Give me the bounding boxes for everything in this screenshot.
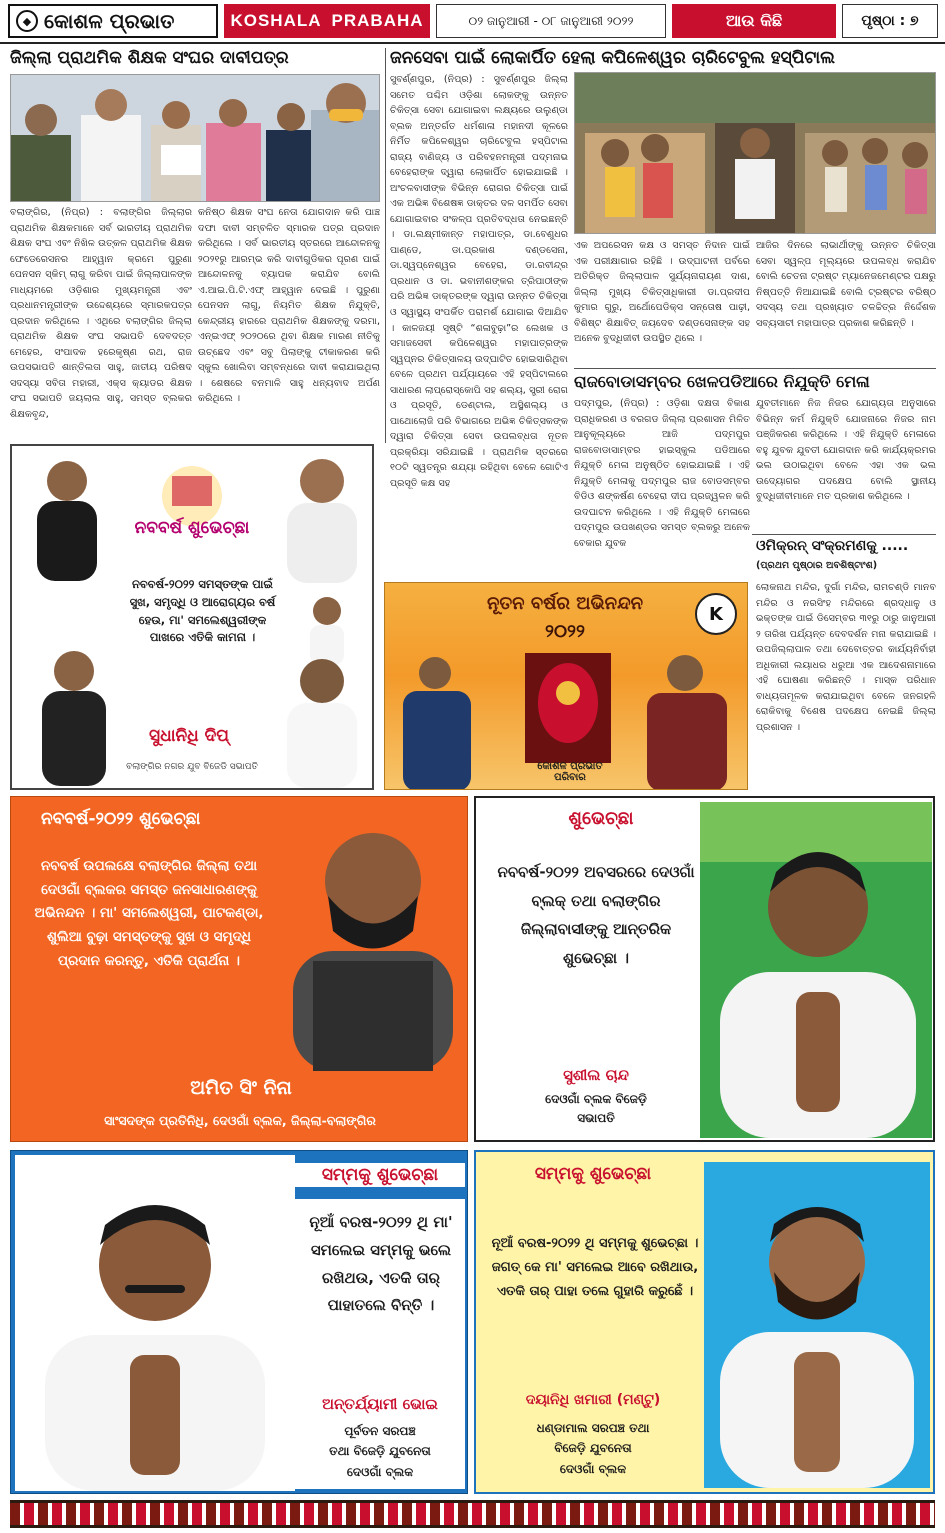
article2-column1: ସୁବର୍ଣ୍ଣପୁର, (ନିପ୍ର) : ସୁବର୍ଣ୍ଣପୁର ଜିଲ୍ଲା ସମେତ ପଶ୍ଚିମ ଓଡ଼ିଶା ଲୋକଙ୍କୁ ଉନ୍ନତ ଚିକିତ୍ସା ସେବା ଯୋଗାଇବା ଲକ୍ଷ୍ୟରେ ଉଲୁଣ୍ଡା ବ୍ଲକ ଅନ୍ତର୍ଗତ ଧର୍ମଶାଳା ମହାନଦୀ କୂଳରେ ନିର୍ମିତ କପିଳେଶ୍ୱର ଚାରିଟେବୁଲ ହସ୍ପିଟାଲ ରାଜ୍ୟ ବାଣିଜ୍ୟ ଓ ପରିବହନମନ୍ତ୍ରୀ ପଦ୍ମନାଭ ବେହେରାଙ୍କ ଦ୍ୱାରା ଲୋକାର୍ପିତ ହୋଇଯାଇଛି । ଅଂଚଳବାସୀଙ୍କ ବିଭିନ୍ନ ରୋଗର ଚିକିତ୍ସା ପାଇଁ ଏକ ଅଭିଜ୍ଞ ବିଶେଷଜ୍ଞ ଡାକ୍ତର ଦଳ ସମର୍ପିତ ସେବା ଯୋଗାଇବାର ସଂକଳ୍ପ ପ୍ରତିବଦ୍ଧତା ନେଇଛନ୍ତି । ଡା.ଲକ୍ଷ୍ମୀକାନ୍ତ ମହାପାତ୍ର, ଡା.ବେଣୁଧର ପାଣ୍ଡେ, ଡା.ପ୍ରକାଶ ଦଣ୍ଡସେନା, ଡା.ସ୍ୱପ୍ନେଶ୍ୱର ବେହେରା, ଡା.ରବୀନ୍ଦ୍ର ପ୍ରଧାନ ଓ ଡା. ଭବାନୀଶଙ୍କର ତ୍ରିପାଠୀଙ୍କ ପରି ଅଭିଜ୍ଞ ଡାକ୍ତରଙ୍କ ଦ୍ୱାରା ଉନ୍ନତ ଚିକିତ୍ସା ଓ ସ୍ୱାସ୍ଥ୍ୟ ସଂପର୍କିତ ପରାମର୍ଶ ଯୋଗାଇ ଦିଆଯିବ । କାଳଜୟୀ ସୃଷ୍ଟି “ଶଳାବୁଢ଼ା”ର ଲେଖକ ଓ ସମାଜସେବୀ କପିଳେଶ୍ୱର ମହାପାତ୍ରଙ୍କ ସ୍ୱପ୍ନର ଚିକିତ୍ସାଳୟ ଉଦ୍‌ଘାଟିତ ହୋଇସାରିଥିବା ବେଳେ ପ୍ରଥମ ପର୍ଯ୍ୟାୟରେ ଏହି ହସ୍ପିଟାଲରେ ସାଧାରଣ ଲାପ୍ରୋସ୍କୋପି ସହ ଶଲ୍ୟ, ସ୍ତ୍ରୀ ରୋଗ ଓ ପ୍ରସୂତି, ଡେଣ୍ଟାଲ, ଅସ୍ଥିଶଲ୍ୟ ଓ ପାଥୋଲୋଜି ପରି ବିଭାଗରେ ଅଭିଜ୍ଞ ଚିକିତ୍ସକଙ୍କ ଦ୍ୱାରା ଚିକିତ୍ସା ସେବା ଉପଲବ୍ଧତା ନୂତନ ପ୍ରକ୍ରିୟା ସରିଯାଇଛି । ପ୍ରାଥମିକ ସ୍ତରରେ ୧୦ଟି ସ୍ୱତନ୍ତ୍ର ଶଯ୍ୟା ରହିଥିବା ବେଳେ ଗୋଟିଏ ପ୍ରସୂତି କକ୍ଷ ସହ [390, 74, 568, 489]
amit-greeting-ad [10, 796, 468, 1142]
dayanidhi-ad-message: ନୂଆଁ ବରଷ-୨୦୨୨ ଥି ସମ୍ମକୁ ଶୁଭେଚ୍ଛା । ଜଗତ୍ କେ ମା' ସମଲେଇ ଆବେ ରଖିଥାଉ, ଏତକି ତାର୍ ପାହା ତଲେ ଗୁହାରି କରୁଛେଁ । [491, 1236, 699, 1300]
dayanidhi-name: ଦୟାନିଧି ଖମାରୀ (ମଣ୍ଟୁ) [525, 1392, 661, 1408]
article1-photo [10, 74, 380, 202]
antaryami-ad-title: ସମ୍ମକୁ ଶୁଭେଚ୍ଛା [295, 1163, 465, 1187]
newspaper-logo-icon: ◆ [16, 10, 38, 32]
amit-name: ଅମିତ ସିଂ ନିନା [190, 1077, 292, 1099]
issue-date: ୦୨ ଜାନୁଆରୀ - ୦୮ ଜାନୁଆରୀ ୨୦୨୨ [436, 4, 666, 38]
article2-column3: ଆଜିର ଦିନରେ ଲାଭାର୍ଥୀଙ୍କୁ ଉନ୍ନତ ଚିକିତ୍ସା ସେବା ସ୍ୱଳ୍ପ ମୂଲ୍ୟରେ ଉପଲବ୍ଧ କରାଯିବ ବୋଲି ଚେତନା ଟ୍ରଷ୍ଟ ମ୍ୟାନେଜମେଣ୍ଟର ପକ୍ଷରୁ ନିଷ୍ପତ୍ତି ନିଆଯାଇଛି ବୋଲି ଟ୍ରଷ୍ଟର ବରିଷ୍ଠ ସଦସ୍ୟ ତଥା ପ୍ରଖ୍ୟାତ ଚଳଚ୍ଚିତ୍ର ନିର୍ଦ୍ଦେଶକ ସବ୍ୟସାଚୀ ମହାପାତ୍ର ପ୍ରକାଶ କରିଛନ୍ତି । [756, 240, 936, 329]
koshala-ad-title: ନୂତନ ବର୍ଷର ଅଭିନନ୍ଦନ [486, 593, 644, 614]
article3-column2: ଯୁବତୀମାନେ ନିଜ ନିଜର ଯୋଗ୍ୟତା ଅନୁସାରେ ବିଭିନ୍ନ କର୍ମ ନିଯୁକ୍ତି ଯୋଜନାରେ ନିଜର ନାମ ପଞ୍ଜିକରଣ କରିଥିଲେ । ଏହି ନିଯୁକ୍ତି ମେଳାରେ ବହୁ ଯୁବକ ଯୁବତୀ ଯୋଗଦାନ କରି କାର୍ଯ୍ୟକ୍ରମର ଭଲ ଉଠାଇଥିବା ବେଳେ ଏହା ଏକ ଭଲ ଉଦ୍ୟୋଗର ପଦକ୍ଷେପ ବୋଲି ସ୍ଥାନୀୟ ବୁଦ୍ଧିଜୀବୀମାନେ ମତ ପ୍ରକାଶ କରିଥିଲେ । [756, 398, 936, 503]
section-title: ଆଉ କିଛି [672, 4, 836, 38]
koshala-ad-signature: କୋଶଳ ପ୍ରଭାତ ପରିବାର [537, 761, 603, 783]
koshala-ad-year: ୨୦୨୨ [545, 621, 585, 642]
sushil-designation: ଦେଓଗାଁ ବ୍ଲକ ବିଜେଡ଼ି ସଭାପତି [545, 1092, 647, 1126]
sudhanidhi-designation: ବଲାଙ୍ଗିର ନଗର ଯୁବ ବିଜେଡି ସଭାପତି [126, 762, 258, 772]
article3-column1: ପଦ୍ମପୁର, (ନିପ୍ର) : ଓଡ଼ିଶା ଦକ୍ଷତା ବିକାଶ ପ୍ରାଧିକରଣ ଓ ବରଗଡ ଜିଲ୍ଲା ପ୍ରଶାସନ ମିଳିତ ଆନୁକୂଲ୍ୟରେ ଆଜି ପଦ୍ମପୁର ରାଜବୋଡାସାମ୍ବର ହାଇସ୍କୁଲ ପଡିଆରେ ନିଯୁକ୍ତି ମେଳା ଅନୁଷ୍ଠିତ ହୋଇଯାଇଛି । ଏହି ନିଯୁକ୍ତି ମେଳାକୁ ପଦ୍ମପୁର ରାଜ ବୋଡସମ୍ବର ବିଡିଓ ଶଙ୍କର୍ଷଣ ବେହେରା ଦୀପ ପ୍ରଜ୍ୱଳନ କରି ଉଦଘାଟନ କରିଥିଲେ । ଏହି ନିଯୁକ୍ତି ମେଳାରେ ପଦ୍ମପୁର ଉପଖଣ୍ଡର ସମସ୍ତ ବ୍ଲକରୁ ଅନେକ ବେକାର ଯୁବକ [574, 398, 750, 549]
antaryami-designation: ପୂର୍ବତନ ସରପଞ୍ଚ ତଥା ବିଜେଡ଼ି ଯୁବନେତା ଦେଓଗାଁ ବ୍ଲକ [329, 1424, 431, 1479]
sudhanidhi-ad-message: ନବବର୍ଷ-୨୦୨୨ ସମସ୍ତଙ୍କ ପାଇଁ ସୁଖ, ସମୃଦ୍ଧି ଓ ଆରୋଗ୍ୟର ବର୍ଷ ହେଉ, ମା' ସମଲେଶ୍ୱରୀଙ୍କ ପାଖରେ ଏତିକି କାମନା । [129, 577, 276, 645]
dayanidhi-designation: ଧଣ୍ଡାମାଲ ସରପଞ୍ଚ ତଥା ବିଜେଡ଼ି ଯୁବନେତା ଦେଓଗାଁ ବ୍ଲକ [536, 1421, 650, 1476]
paper-name-english: KOSHALA PRABAHA [224, 4, 430, 38]
masthead-logo [8, 4, 218, 38]
antaryami-portrait [15, 1155, 295, 1491]
section-divider [574, 368, 936, 369]
page-number: ପୃଷ୍ଠା : ୭ [842, 4, 938, 38]
article2-headline: ଜନସେବା ପାଇଁ ଲୋକାର୍ପିତ ହେଲା କପିଳେଶ୍ୱର ଚାରିଟେବୁଲ ହସ୍ପିଟାଲ [390, 48, 835, 68]
dayanidhi-greeting-ad [474, 1150, 935, 1494]
dayanidhi-ad-title: ସମ୍ମକୁ ଶୁଭେଚ୍ଛା [534, 1164, 652, 1184]
article2-column2: ଏକ ଅପରେସନ କକ୍ଷ ଓ ସମସ୍ତ ନିଦାନ ପାଇଁ ଏକ ପରୀକ୍ଷାଗାର ରହିଛି । ଉଦ୍‌ଘାଟନୀ ପର୍ବରେ ଅତିରିକ୍ତ ଜିଲ୍ଲାପାଳ ସୁର୍ଯ୍ୟନାରାୟଣ ଦାଶ, ଜିଲ୍ଲା ମୁଖ୍ୟ ଚିକିତ୍ସାଧିକାରୀ ଡା.ପ୍ରଦୀପ କୁମାର ଗୁରୁ, ଅର୍ଥୋପେଡିକ୍ସ ସନ୍ତୋଷ ପାଢ଼ୀ, ବିଶିଷ୍ଟ ଶିକ୍ଷାବିତ୍ ଜୟଦେବ ଦଣ୍ଡସେନାଙ୍କ ସହ ଅନେକ ବୁଦ୍ଧିଜୀବୀ ଉପସ୍ଥିତ ଥିଲେ । [574, 240, 750, 345]
sudhanidhi-greeting-ad [10, 444, 374, 790]
sushil-ad-title: ଶୁଭେଚ୍ଛା [568, 808, 634, 829]
article1-headline: ଜିଲ୍ଲା ପ୍ରାଥମିକ ଶିକ୍ଷକ ସଂଘର ଦାବୀପତ୍ର [10, 48, 289, 68]
koshala-newyear-ad [384, 582, 748, 790]
section-divider [752, 534, 936, 535]
decorative-border [10, 1500, 935, 1528]
article4-headline: ଓମିକ୍ରନ୍ ସଂକ୍ରମଣକୁ ..... [756, 538, 909, 554]
sushil-greeting-ad [474, 796, 935, 1142]
koshala-logo-icon: K [695, 593, 737, 635]
article4-body: ଲୋକନାଥ ମନ୍ଦିର, ଦୁର୍ଗା ମନ୍ଦିର, ରାମଚଣ୍ଡି ମାନବ ମନ୍ଦିର ଓ ନରସିଂହ ମନ୍ଦିରରେ ଶ୍ରଦ୍ଧାଳୁ ଓ ଭକ୍ତଙ୍କ ପାଇଁ ଡିସେମ୍ବର ୩୧ରୁ ଠାରୁ ଜାନୁଆରୀ ୨ ତାରିଖ ପର୍ଯ୍ୟନ୍ତ ଦେବଦର୍ଶନ ମନା କରାଯାଇଛି । ଉପଜିଲ୍ଲାପାଳ ତଥା ଦେବୋତ୍ତର କାର୍ଯ୍ୟନିର୍ବାହୀ ଅଧିକାରୀ ଲୟାଧର ଧରୁଆ ଏକ ଆଦେଶନାମାରେ ଏହି ଘୋଷଣା କରିଛନ୍ତି । ମାସ୍କ ପରିଧାନ ବାଧ୍ୟତାମୂଳକ କରାଯାଇଥିବା ବେଳେ ଜନଗହଳି ରୋକିବାକୁ ବିଶେଷ ପଦକ୍ଷେପ ନେଇଛି ଜିଲ୍ଲା ପ୍ରଶାସନ । [756, 582, 936, 733]
memorandum-photo [11, 75, 380, 202]
amit-designation: ସାଂସଦଙ୍କ ପ୍ରତିନିଧି, ଦେଓଗାଁ ବ୍ଲକ, ଜିଲ୍ଲା-ବଲାଙ୍ଗିର [104, 1113, 376, 1128]
amit-ad-message: ନବବର୍ଷ ଉପଲକ୍ଷେ ବଲାଙ୍ଗିର ଜିଲ୍ଲା ତଥା ଦେଓଗାଁ ବ୍ଲକର ସମସ୍ତ ଜନସାଧାରଣଙ୍କୁ ଅଭିନନ୍ଦନ । ମା' ସମଲେଶ୍ୱରୀ, ପାଟକଣ୍ଡା, ଶୁଲିଆ ବୁଢ଼ା ସମସ୍ତଙ୍କୁ ସୁଖ ଓ ସମୃଦ୍ଧି ପ୍ରଦାନ କରନ୍ତୁ, ଏତିକି ପ୍ରାର୍ଥନା । [34, 858, 264, 969]
masthead [0, 0, 945, 44]
sushil-portrait [700, 802, 932, 1138]
paper-name-odia: କୋଶଳ ପ୍ରଭାତ [44, 9, 175, 33]
article4-continued: (ପ୍ରଥମ ପୃଷ୍ଠାର ଅବଶିଷ୍ଟାଂଶ) [756, 560, 878, 571]
sudhanidhi-name: ସୁଧାନିଧି ଦିପ୍ [148, 726, 230, 746]
article1-column1: ବଲାଙ୍ଗିର, (ନିପ୍ର) : ବଲାଙ୍ଗିର ଜିଲ୍ଲାର ପ୍ରାଥମିକ ଶିକ୍ଷକମାନେ ସର୍ବ ଭାରତୀୟ ପ୍ରାଥମିକ ଶିକ୍ଷକ ସଂଘ ଏବଂ ନିଖିଳ ଉତ୍କଳ ପ୍ରାଥମିକ ଶିକ୍ଷକ ଫେଡେରେସନର ଆହ୍ୱାନ କ୍ରମେ ପୁରୁଣା ପେନସନ ସ୍କିମ୍ ଲାଗୁ କରିବା ପାଇଁ ଜିଲ୍ଲାପାଳଙ୍କ ମାଧ୍ୟମରେ ଓଡ଼ିଶାର ମୁଖ୍ୟମନ୍ତ୍ରୀ ଏବଂ ପ୍ରଧାନମନ୍ତ୍ରୀଙ୍କ ଉଦ୍ଦେଶ୍ୟରେ ସ୍ମାରକପତ୍ର ପ୍ରଦାନ କରିଥିଲେ । ଏଥିରେ ବଲାଙ୍ଗିର ଜିଲ୍ଲା ପ୍ରାଥମିକ ଶିକ୍ଷକ ସଂଘ ସଭାପତି ଦେବଦତ୍ତ ମେହେର, ସଂପାଦକ ହରେକୃଷ୍ଣ ରଥ, ରାଜ ଉପସଭାପତି ଶାନ୍ତିଲତା ସାହୁ, ଜାତୀୟ ପରିଷଦ ସଦସ୍ୟା ସବିତା ମହାରୀ, ଏକ୍ସ କ୍ୟାଡର ଶିକ୍ଷକ ସଂଘ ସଭାପତି ଜୟଲାଲ ସାହୁ, ସମସ୍ତ ବ୍ଲକର ଶିକ୍ଷକବୃନ୍ଦ, [10, 207, 192, 420]
amit-portrait [273, 801, 463, 1071]
dayanidhi-portrait [704, 1162, 930, 1488]
antaryami-ad-message: ନୂଆଁ ବରଷ-୨୦୨୨ ଥି ମା' ସମଲେଇ ସମ୍ମକୁ ଭଲେ ରଖିଥଉ, ଏତକି ତାର୍ ପାହାତଲେ ବିନ୍ତି । [309, 1213, 453, 1315]
antaryami-name: ଅନ୍ତର୍ଯ୍ୟାମୀ ଭୋଇ [322, 1395, 438, 1413]
antaryami-greeting-ad [10, 1150, 468, 1494]
amit-ad-title: ନବବର୍ଷ-୨୦୨୨ ଶୁଭେଚ୍ଛା [41, 809, 201, 829]
article2-photo [574, 72, 936, 234]
article1-column2: କନିଷ୍ଠ ଶିକ୍ଷକ ସଂଘ ନେତା ଯୋଗଦାନ କରି ପାଞ୍ଚ ଦଫା ଦାବୀ ସମ୍ବଳିତ ସ୍ମାରକ ପତ୍ର ପ୍ରଦାନ କରିଥିଲେ । ସର୍ବ ଭାରତୀୟ ସ୍ତରରେ ଆନ୍ଦୋଳନକୁ ୨୦୨୧ରୁ ଆରମ୍ଭ କରି ଦାବୀଗୁଡିକର ପୂରଣ ପାଇଁ ଆନ୍ଦୋଳନକୁ ବ୍ୟାପକ କରାଯିବ ବୋଲି ଏ.ଆଇ.ପି.ଟି.ଏଫ୍ ଆହ୍ୱାନ ଦେଇଛି । ପୁରୁଣା ପେନସନ ଲାଗୁ, ନିୟମିତ ଶିକ୍ଷକ ନିଯୁକ୍ତି, କେନ୍ଦ୍ରୀୟ ହାରରେ ପ୍ରାଥମିକ ଶିକ୍ଷକଙ୍କୁ ଦରମା, ଏନ୍ଇଏଫ୍ ୨୦୨୦ରେ ଥିବା ଶିକ୍ଷକ ମାରଣ ନୀତିକୁ ଉଚ୍ଛେଦ ଏବଂ ସବୁ ପିଲାଙ୍କୁ ଟୀକାକରଣ କରି ସ୍କୁଲ ଖୋଲିବା ସମ୍ବନ୍ଧରେ ଦାବୀ କରାଯାଇଥିଲା । ଶେଷରେ ବନମାଳି ସାହୁ ଧନ୍ୟବାଦ ଅର୍ପଣ କରିଥିଲେ । [198, 207, 380, 405]
sudhanidhi-ad-title: ନବବର୍ଷ ଶୁଭେଚ୍ଛା [134, 518, 250, 538]
hospital-inauguration-photo [575, 73, 936, 234]
sushil-ad-message: ନବବର୍ଷ-୨୦୨୨ ଅବସରରେ ଦେଓଗାଁ ବ୍ଲକ୍ ତଥା ବଲାଙ୍ଗିର ଜିଲ୍ଲାବାସୀଙ୍କୁ ଆନ୍ତରିକ ଶୁଭେଚ୍ଛା । [497, 863, 695, 967]
article3-headline: ରାଜବୋଡାସମ୍ବର ଖେଳପଡିଆରେ ନିଯୁକ୍ତି ମେଳା [574, 372, 870, 391]
column-divider [385, 48, 386, 443]
sushil-name: ସୁଶୀଲ ଚାନ୍ଦ [563, 1066, 629, 1084]
